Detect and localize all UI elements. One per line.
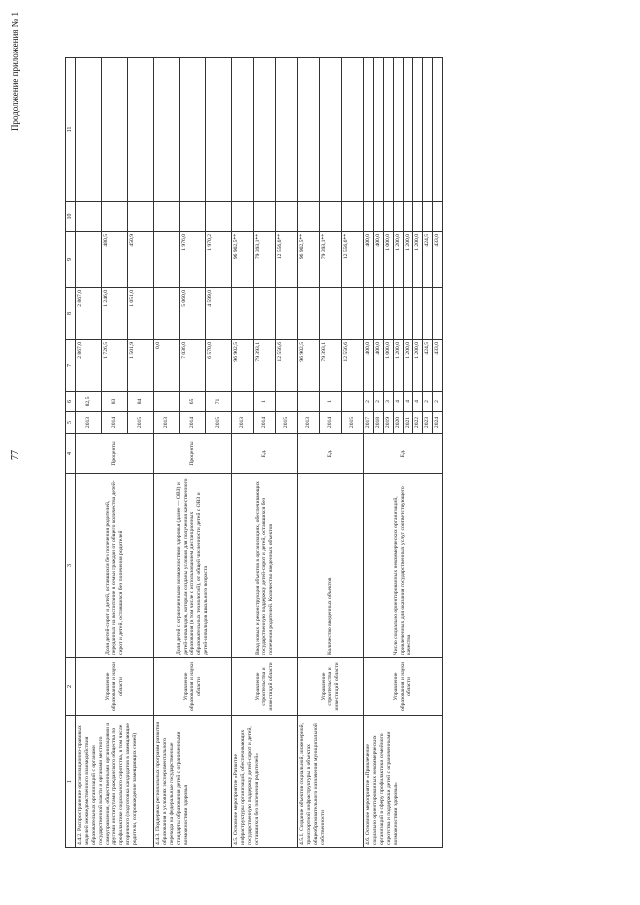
- year-cell: 2013: [76, 412, 102, 434]
- unit-cell: Ед.: [364, 434, 443, 474]
- empty-cell: [154, 58, 180, 202]
- empty-cell: [128, 58, 154, 202]
- total-funding-cell: 400,0: [364, 340, 374, 392]
- year-cell: 2017: [364, 412, 374, 434]
- year-cell: 2014: [320, 412, 342, 434]
- empty-cell: [102, 202, 128, 232]
- empty-cell: [298, 202, 320, 232]
- executor-cell: Управление строительства и инвестиций области: [232, 658, 298, 716]
- regional-funding-cell: 1 200,0: [413, 232, 423, 288]
- federal-funding-cell: [276, 288, 298, 340]
- indicator-value-cell: 4: [413, 392, 423, 412]
- year-cell: 2015: [276, 412, 298, 434]
- empty-cell: [364, 58, 374, 202]
- total-funding-cell: 12 556,6: [276, 340, 298, 392]
- empty-cell: [128, 202, 154, 232]
- column-number: 1: [66, 716, 76, 848]
- indicator-value-cell: 2: [374, 392, 384, 412]
- empty-cell: [364, 202, 374, 232]
- federal-funding-cell: 4 599,0: [206, 288, 232, 340]
- empty-cell: [403, 58, 413, 202]
- total-funding-cell: 6 570,0: [206, 340, 232, 392]
- federal-funding-cell: [413, 288, 423, 340]
- activity-cell: 4.4.3. Поддержка региональных программ развития образования в условиях экспериментального перехода на федеральные государственные стандарты образования детей с ограниченными возможностями здоровья: [154, 716, 232, 848]
- regional-funding-cell: 1 000,0: [383, 232, 393, 288]
- regional-funding-cell: 96 902,5**: [232, 232, 254, 288]
- empty-cell: [413, 58, 423, 202]
- empty-cell: [403, 202, 413, 232]
- regional-funding-cell: [154, 232, 180, 288]
- total-funding-cell: 1 200,0: [413, 340, 423, 392]
- total-funding-cell: 79 393,1: [320, 340, 342, 392]
- empty-cell: [298, 58, 320, 202]
- year-cell: 2019: [383, 412, 393, 434]
- indicator-cell: Количество введенных объектов: [298, 474, 364, 658]
- table-row: [154, 58, 180, 848]
- indicator-value-cell: 2: [364, 392, 374, 412]
- year-cell: 2023: [423, 412, 433, 434]
- year-cell: 2024: [433, 412, 443, 434]
- total-funding-cell: 1 501,9: [128, 340, 154, 392]
- regional-funding-cell: 79 393,1**: [254, 232, 276, 288]
- activity-cell: 4.4.2. Распространение организационно-правовых моделей межведомственного взаимодействия образовательных организаций с органами государственной власти и органами местного самоуправления, общественными организациями и другими институтами гражданского общества по профилактике социального сиротства, в том числе вторичного (подготовка кандидатов в замещающие родители, сопровождение замещающих семей): [76, 716, 154, 848]
- regional-funding-cell: 424,5: [423, 232, 433, 288]
- federal-funding-cell: 5 060,0: [180, 288, 206, 340]
- year-cell: 2014: [102, 412, 128, 434]
- year-cell: 2022: [413, 412, 423, 434]
- federal-funding-cell: [433, 288, 443, 340]
- regional-funding-cell: 400,0: [374, 232, 384, 288]
- column-number: 3: [66, 474, 76, 658]
- regional-funding-cell: 400,0: [364, 232, 374, 288]
- federal-funding-cell: [393, 288, 403, 340]
- total-funding-cell: 79 393,1: [254, 340, 276, 392]
- activity-cell: 4.5.1. Создание объектов социальной, инженерной, транспортной инфраструктуры в объектах общеобразовательного назначения муниципальной собственности: [298, 716, 364, 848]
- empty-cell: [342, 58, 364, 202]
- indicator-value-cell: [232, 392, 254, 412]
- total-funding-cell: 96 902,5: [298, 340, 320, 392]
- total-funding-cell: 433,0: [433, 340, 443, 392]
- column-number: 2: [66, 658, 76, 716]
- column-number: 6: [66, 392, 76, 412]
- indicator-value-cell: [342, 392, 364, 412]
- federal-funding-cell: [232, 288, 254, 340]
- federal-funding-cell: [254, 288, 276, 340]
- empty-cell: [254, 58, 276, 202]
- empty-cell: [254, 202, 276, 232]
- empty-cell: [423, 202, 433, 232]
- page-number: 77: [10, 450, 21, 460]
- column-number: 10: [66, 202, 76, 232]
- indicator-value-cell: 2: [423, 392, 433, 412]
- year-cell: 2015: [128, 412, 154, 434]
- year-cell: 2018: [374, 412, 384, 434]
- regional-funding-cell: 433,0: [433, 232, 443, 288]
- federal-funding-cell: [320, 288, 342, 340]
- empty-cell: [433, 202, 443, 232]
- empty-cell: [102, 58, 128, 202]
- federal-funding-cell: 1 051,0: [128, 288, 154, 340]
- indicator-cell: Доля детей с ограниченными возможностями здоровья (далее — ОВЗ) и детей-инвалидов, которым созданы условия для получения качественного образования (в том числе с использованием дистанционных образовательных технологий), от общей численности детей с ОВЗ и детей-инвалидов школьного возраста: [154, 474, 232, 658]
- empty-cell: [180, 58, 206, 202]
- empty-cell: [383, 58, 393, 202]
- empty-cell: [320, 202, 342, 232]
- total-funding-cell: 1 726,5: [102, 340, 128, 392]
- federal-funding-cell: 1 246,0: [102, 288, 128, 340]
- regional-funding-cell: 12 556,6**: [342, 232, 364, 288]
- program-table: [65, 57, 443, 848]
- column-number: 7: [66, 340, 76, 392]
- indicator-value-cell: 4: [393, 392, 403, 412]
- indicator-cell: Доля детей-сирот и детей, оставшихся без попечения родителей, переданных на воспитание в семьи граждан от общего количества детей-сирот и детей, оставшихся без попечения родителей: [76, 474, 154, 658]
- regional-funding-cell: 450,9: [128, 232, 154, 288]
- column-number: 11: [66, 58, 76, 202]
- total-funding-cell: 96 902,5: [232, 340, 254, 392]
- empty-cell: [232, 58, 254, 202]
- empty-cell: [433, 58, 443, 202]
- total-funding-cell: 0,0: [154, 340, 180, 392]
- column-number: 8: [66, 288, 76, 340]
- indicator-value-cell: 84: [128, 392, 154, 412]
- executor-cell: Управление образования и науки области: [154, 658, 232, 716]
- unit-cell: Проценты: [76, 434, 154, 474]
- year-cell: 2013: [232, 412, 254, 434]
- column-number: 9: [66, 232, 76, 288]
- total-funding-cell: 424,5: [423, 340, 433, 392]
- year-cell: 2015: [342, 412, 364, 434]
- regional-funding-cell: [76, 232, 102, 288]
- federal-funding-cell: 2 867,0: [76, 288, 102, 340]
- regional-funding-cell: 480,5: [102, 232, 128, 288]
- continuation-label: Продолжение приложения № 1: [10, 12, 20, 132]
- federal-funding-cell: [423, 288, 433, 340]
- indicator-value-cell: [276, 392, 298, 412]
- empty-cell: [206, 58, 232, 202]
- federal-funding-cell: [342, 288, 364, 340]
- table-row: [364, 58, 374, 848]
- indicator-cell: Ввод новых и реконструкция объектов в организациях, обеспечивающих государственную поддержку детей-сирот и детей, оставшихся без попечения родителей. Количество введенных объектов: [232, 474, 298, 658]
- empty-cell: [393, 202, 403, 232]
- indicator-value-cell: 3: [383, 392, 393, 412]
- unit-cell: Ед.: [298, 434, 364, 474]
- empty-cell: [206, 202, 232, 232]
- table-body: [76, 58, 443, 848]
- unit-cell: Проценты: [154, 434, 232, 474]
- empty-cell: [342, 202, 364, 232]
- empty-cell: [383, 202, 393, 232]
- empty-cell: [76, 202, 102, 232]
- regional-funding-cell: 1 200,0: [403, 232, 413, 288]
- total-funding-cell: 7 036,0: [180, 340, 206, 392]
- total-funding-cell: 2 867,0: [76, 340, 102, 392]
- total-funding-cell: 1 000,0: [383, 340, 393, 392]
- empty-cell: [180, 202, 206, 232]
- regional-funding-cell: 1 200,0: [393, 232, 403, 288]
- empty-cell: [76, 58, 102, 202]
- empty-cell: [413, 202, 423, 232]
- indicator-value-cell: [154, 392, 180, 412]
- activity-cell: 4.5. Основное мероприятие «Развитие инфраструктуры организаций, обеспечивающих государственную поддержку детей-сирот и детей, оставшихся без попечения родителей»: [232, 716, 298, 848]
- column-number: 4: [66, 434, 76, 474]
- regional-funding-cell: 79 393,1**: [320, 232, 342, 288]
- indicator-value-cell: 4: [403, 392, 413, 412]
- empty-cell: [423, 58, 433, 202]
- regional-funding-cell: 1 970,2: [206, 232, 232, 288]
- indicator-value-cell: 71: [206, 392, 232, 412]
- year-cell: 2013: [298, 412, 320, 434]
- federal-funding-cell: [374, 288, 384, 340]
- empty-cell: [393, 58, 403, 202]
- activity-cell: 4.6. Основное мероприятие «Привлечение социально ориентированных некоммерческих организаций в сферу профилактики семейного сиротства и поддержки детей с ограниченными возможностями здоровья»: [364, 716, 443, 848]
- federal-funding-cell: [298, 288, 320, 340]
- regional-funding-cell: 1 976,0: [180, 232, 206, 288]
- empty-cell: [374, 58, 384, 202]
- federal-funding-cell: [403, 288, 413, 340]
- indicator-value-cell: 83: [102, 392, 128, 412]
- total-funding-cell: 12 556,6: [342, 340, 364, 392]
- regional-funding-cell: 12 556,6**: [276, 232, 298, 288]
- federal-funding-cell: [364, 288, 374, 340]
- year-cell: 2021: [403, 412, 413, 434]
- empty-cell: [276, 58, 298, 202]
- empty-cell: [374, 202, 384, 232]
- total-funding-cell: 1 200,0: [403, 340, 413, 392]
- empty-cell: [154, 202, 180, 232]
- indicator-value-cell: 82,5: [76, 392, 102, 412]
- indicator-value-cell: [298, 392, 320, 412]
- table-row: [232, 58, 254, 848]
- table-row: [298, 58, 320, 848]
- total-funding-cell: 1 200,0: [393, 340, 403, 392]
- executor-cell: Управление образования и науки области: [364, 658, 443, 716]
- empty-cell: [276, 202, 298, 232]
- column-number-row: [66, 58, 76, 848]
- indicator-value-cell: 1: [320, 392, 342, 412]
- indicator-value-cell: 65: [180, 392, 206, 412]
- executor-cell: Управление образования и науки области: [76, 658, 154, 716]
- column-number: 5: [66, 412, 76, 434]
- unit-cell: Ед.: [232, 434, 298, 474]
- indicator-value-cell: 1: [254, 392, 276, 412]
- indicator-value-cell: 2: [433, 392, 443, 412]
- federal-funding-cell: [154, 288, 180, 340]
- year-cell: 2020: [393, 412, 403, 434]
- year-cell: 2014: [254, 412, 276, 434]
- empty-cell: [320, 58, 342, 202]
- empty-cell: [232, 202, 254, 232]
- executor-cell: Управление строительства и инвестиций области: [298, 658, 364, 716]
- year-cell: 2015: [206, 412, 232, 434]
- year-cell: 2014: [180, 412, 206, 434]
- federal-funding-cell: [383, 288, 393, 340]
- regional-funding-cell: 96 902,5**: [298, 232, 320, 288]
- indicator-cell: Число социально ориентированных некоммерческих организаций, привлеченных для оказания государственных услуг соответствующего качества: [364, 474, 443, 658]
- table-row: [76, 58, 102, 848]
- year-cell: 2013: [154, 412, 180, 434]
- total-funding-cell: 400,0: [374, 340, 384, 392]
